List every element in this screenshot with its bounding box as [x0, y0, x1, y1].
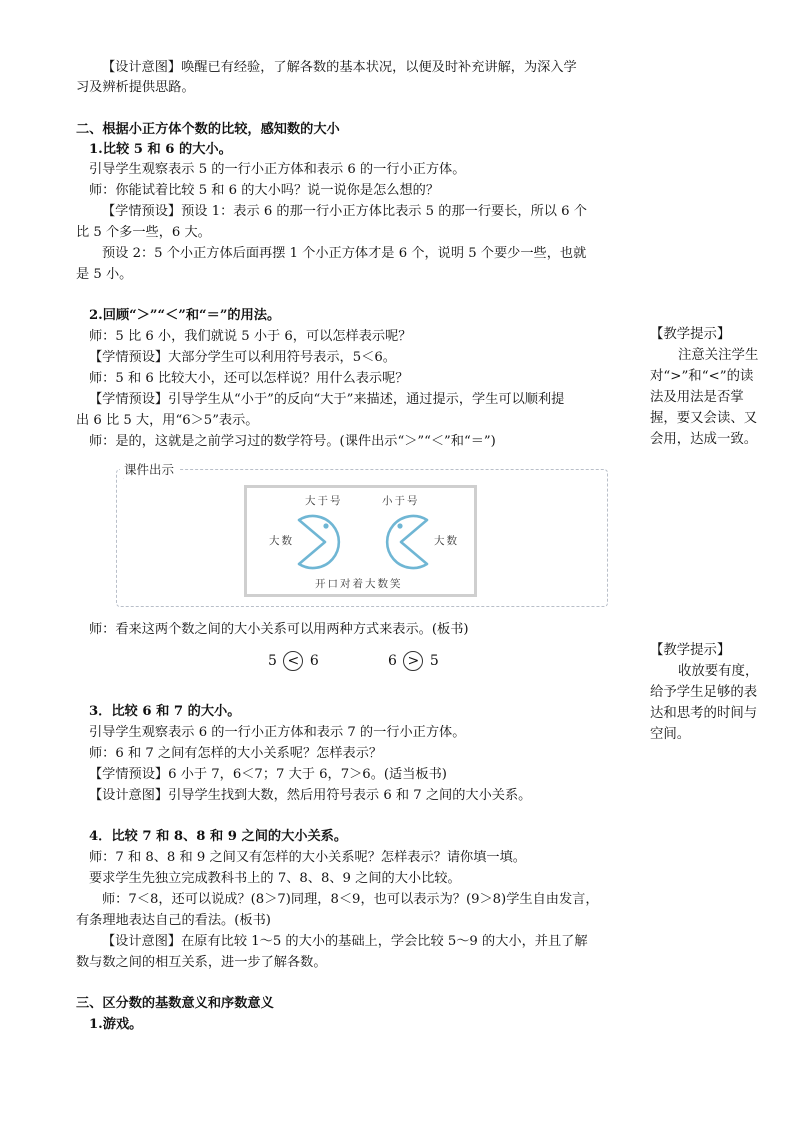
para-preset-greater-line-1: 【学情预设】引导学生从“小于”的反向“大于”来描述，通过提示，学生可以顺利提	[89, 392, 565, 407]
para-intent-6-7: 【设计意图】引导学生找到大数，然后用符号表示 6 和 7 之间的大小关系。	[89, 788, 532, 803]
cmp-left-b: 6	[309, 653, 319, 669]
para-intent-1-9-line-1: 【设计意图】在原有比较 1～5 的大小的基础上，学会比较 5～9 的大小，并且了解	[102, 934, 588, 949]
subsection-3-title: 3．比较 6 和 7 的大小。	[89, 704, 241, 719]
para-preset-1-line-1: 【学情预设】预设 1：表示 6 的那一行小正方体比表示 5 的那一行要长，所以 6 个	[102, 204, 587, 219]
section-3-heading: 三、区分数的基数意义和序数意义	[76, 996, 274, 1011]
para-preset-2-line-1: 预设 2：5 个小正方体后面再摆 1 个小正方体才是 6 个，说明 5 个要少一些，也就	[102, 246, 587, 261]
para-observe-6-7: 引导学生观察表示 6 的一行小正方体和表示 7 的一行小正方体。	[89, 725, 466, 740]
para-teacher-5-less-6: 师：5 比 6 小，我们就说 5 小于 6，可以怎样表示呢？	[89, 329, 412, 344]
big-number-left: 大数	[269, 535, 294, 547]
greater-than-pacman	[299, 516, 339, 568]
courseware-label: 课件出示	[120, 460, 180, 478]
para-preset-greater-line-2: 出 6 比 5 大，用“6＞5”表示。	[76, 413, 259, 428]
subsection-4-title: 4．比较 7 和 8、8 和 9 之间的大小关系。	[89, 829, 348, 844]
para-preset-6-7: 【学情预设】6 小于 7，6＜7；7 大于 6，7＞6。(适当板书)	[89, 767, 447, 782]
comparison-sign-figure	[244, 485, 477, 597]
cmp-left-symbol: <	[283, 651, 303, 671]
teaching-tip-2-title: 【教学提示】	[650, 643, 731, 658]
board-comparison-5-6	[268, 651, 319, 671]
cmp-left-a: 5	[268, 653, 277, 669]
design-intent-line-2: 习及辨析提供思路。	[76, 80, 195, 95]
teaching-tip-1-title: 【教学提示】	[650, 327, 731, 342]
para-independent-work: 要求学生先独立完成教科书上的 7、8、8、9 之间的大小比较。	[89, 871, 461, 886]
teaching-tip-1	[650, 324, 762, 450]
section-2-heading: 二、根据小正方体个数的比较，感知数的大小	[76, 122, 340, 137]
para-teacher-7-8-9: 师：7 和 8、8 和 9 之间又有怎样的大小关系呢？怎样表示？请你填一填。	[89, 850, 526, 865]
design-intent-line-1: 【设计意图】唤醒已有经验，了解各数的基本状况，以便及时补充讲解，为深入学	[102, 60, 577, 75]
board-comparison-6-5	[388, 651, 439, 671]
less-than-title: 小于号	[382, 495, 420, 507]
para-observe-5-6: 引导学生观察表示 5 的一行小正方体和表示 6 的一行小正方体。	[89, 162, 466, 177]
teaching-tip-2-body: 收放要有度，给予学生足够的表达和思考的时间与空间。	[650, 664, 759, 742]
teaching-tip-1-body: 注意关注学生对“>”和“<”的读法及用法是否掌握，要又会读、又会用，达成一致。	[650, 348, 759, 447]
para-preset-1-line-2: 比 5 个多一些，6 大。	[76, 225, 211, 240]
para-teacher-ask-5-6: 师：你能试着比较 5 和 6 的大小吗？说一说你是怎么想的？	[89, 183, 440, 198]
subsection-1-title: 1.比较 5 和 6 的大小。	[89, 142, 232, 157]
para-intent-1-9-line-2: 数与数之间的相互关系，进一步了解各数。	[76, 955, 327, 970]
para-teacher-two-ways: 师：看来这两个数之间的大小关系可以用两种方式来表示。(板书)	[89, 622, 469, 637]
section-3-subsection-1: 1.游戏。	[89, 1017, 143, 1032]
less-than-pacman	[387, 516, 427, 568]
para-teacher-other-way: 师：5 和 6 比较大小，还可以怎样说？用什么表示呢？	[89, 371, 409, 386]
cmp-right-a: 6	[388, 653, 397, 669]
cmp-right-b: 5	[429, 653, 439, 669]
para-preset-2-line-2: 是 5 小。	[76, 267, 133, 282]
para-teacher-symbols: 师：是的，这就是之前学习过的数学符号。(课件出示“＞”“＜”和“＝”)	[89, 434, 496, 449]
greater-than-eye	[323, 523, 328, 528]
cmp-right-symbol: >	[403, 651, 423, 671]
figure-caption: 开口对着大数笑	[315, 578, 403, 590]
para-teacher-7-8-line-2: 有条理地表达自己的看法。(板书)	[76, 913, 271, 928]
para-preset-symbol: 【学情预设】大部分学生可以利用符号表示，5＜6。	[89, 350, 396, 365]
subsection-2-title: 2.回顾“＞”“＜”和“＝”的用法。	[89, 308, 281, 323]
less-than-eye	[397, 523, 402, 528]
para-teacher-7-8-line-1: 师：7＜8，还可以说成？(8＞7)同理，8＜9，也可以表示为？(9＞8)学生自由发言，	[102, 892, 599, 907]
greater-than-title: 大于号	[305, 495, 343, 507]
para-teacher-6-7: 师：6 和 7 之间有怎样的大小关系呢？怎样表示？	[89, 746, 383, 761]
big-number-right: 大数	[434, 535, 459, 547]
teaching-tip-2	[650, 640, 762, 745]
